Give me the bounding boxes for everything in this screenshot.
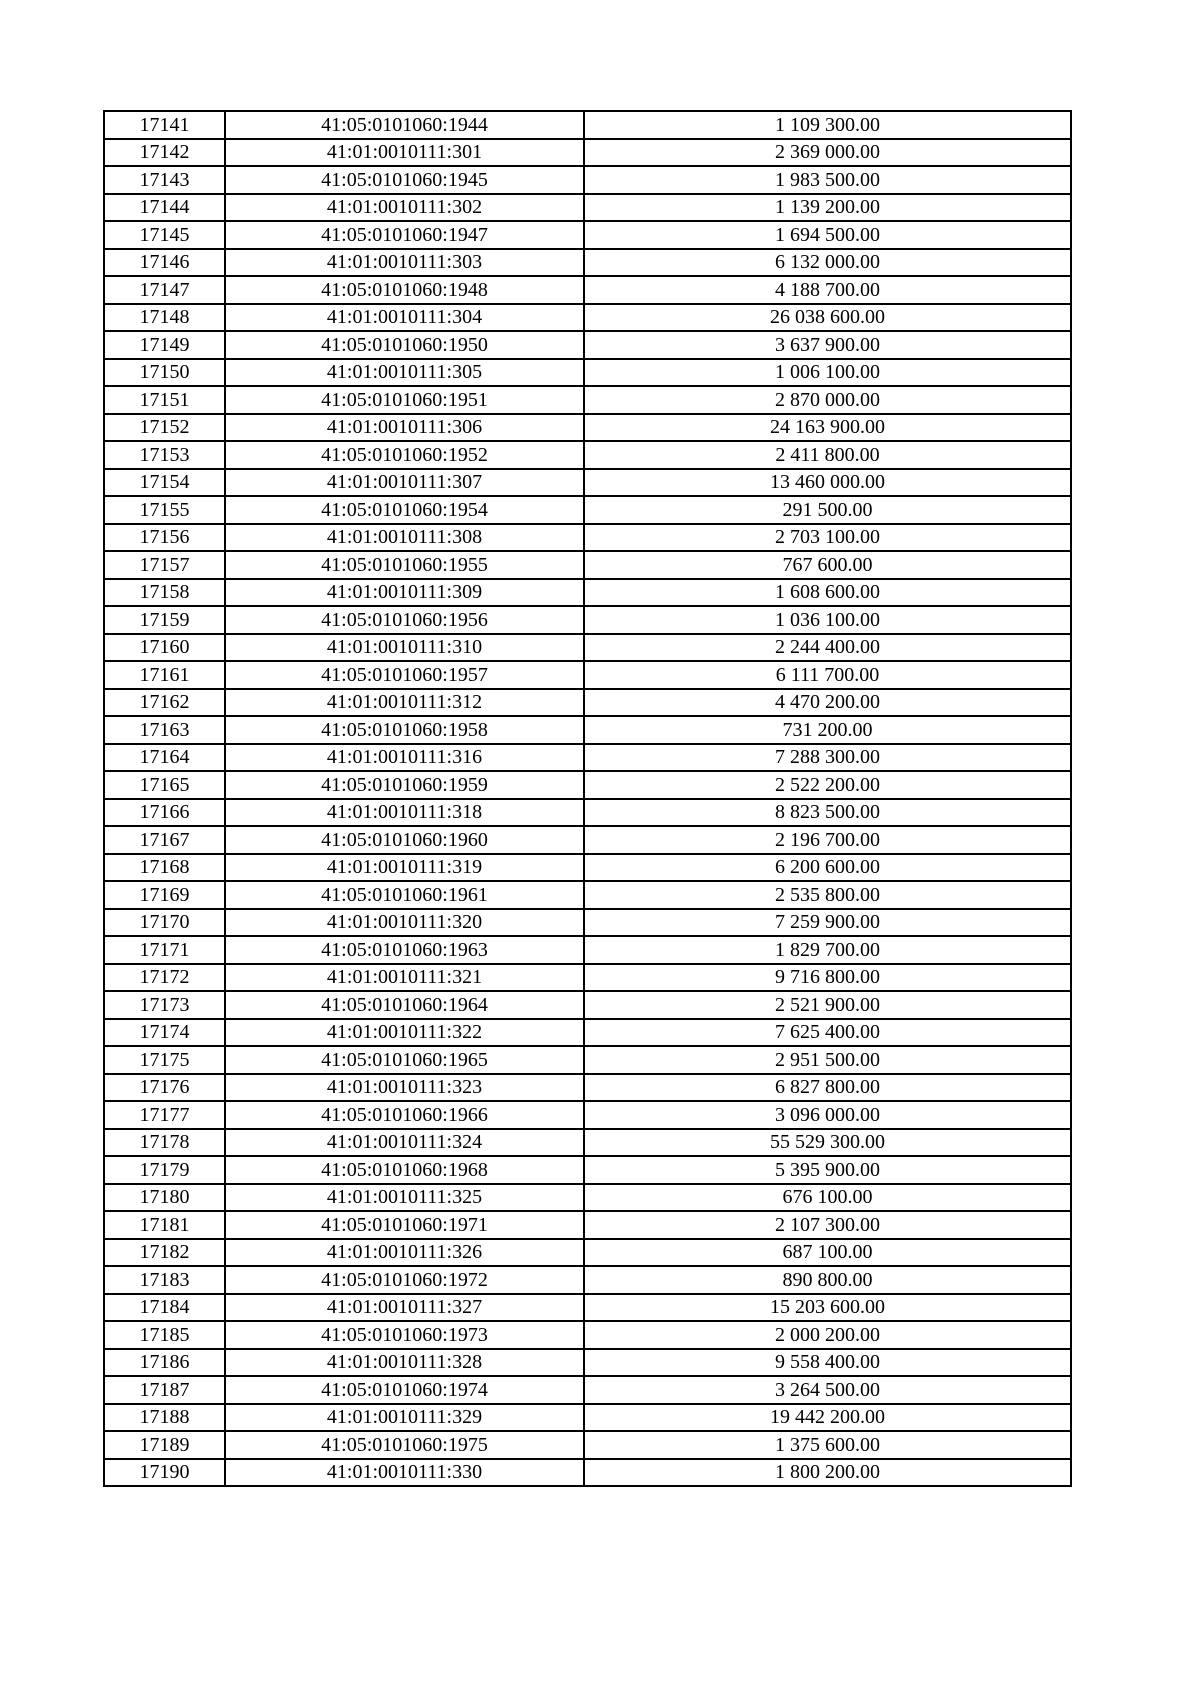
cadastral-value-cell: 13 460 000.00: [584, 469, 1071, 497]
cadastral-number-cell: 41:05:0101060:1975: [225, 1431, 584, 1459]
cadastral-number-cell: 41:01:0010111:322: [225, 1019, 584, 1047]
cadastral-value-cell: 19 442 200.00: [584, 1404, 1071, 1432]
row-number-cell: 17178: [104, 1129, 225, 1157]
cadastral-value-cell: 767 600.00: [584, 551, 1071, 579]
row-number-cell: 17186: [104, 1349, 225, 1377]
table-row: [104, 139, 1071, 167]
cadastral-value-cell: 6 200 600.00: [584, 854, 1071, 882]
row-number-cell: 17179: [104, 1156, 225, 1184]
table-row: [104, 661, 1071, 689]
cadastral-value-cell: 676 100.00: [584, 1184, 1071, 1212]
cadastral-number-cell: 41:01:0010111:305: [225, 359, 584, 387]
row-number-cell: 17157: [104, 551, 225, 579]
cadastral-value-cell: 890 800.00: [584, 1266, 1071, 1294]
table-row: [104, 716, 1071, 744]
cadastral-number-cell: 41:05:0101060:1961: [225, 881, 584, 909]
cadastral-number-cell: 41:01:0010111:306: [225, 414, 584, 442]
table-row: [104, 524, 1071, 552]
row-number-cell: 17149: [104, 331, 225, 359]
cadastral-value-cell: 2 522 200.00: [584, 771, 1071, 799]
table-row: [104, 551, 1071, 579]
row-number-cell: 17185: [104, 1321, 225, 1349]
cadastral-value-cell: 1 109 300.00: [584, 111, 1071, 139]
table-row: [104, 1404, 1071, 1432]
row-number-cell: 17145: [104, 221, 225, 249]
cadastral-value-cell: 4 188 700.00: [584, 276, 1071, 304]
cadastral-value-cell: 9 558 400.00: [584, 1349, 1071, 1377]
table-row: [104, 221, 1071, 249]
row-number-cell: 17143: [104, 166, 225, 194]
row-number-cell: 17177: [104, 1101, 225, 1129]
cadastral-number-cell: 41:05:0101060:1955: [225, 551, 584, 579]
row-number-cell: 17187: [104, 1376, 225, 1404]
cadastral-value-cell: 7 625 400.00: [584, 1019, 1071, 1047]
cadastral-number-cell: 41:01:0010111:328: [225, 1349, 584, 1377]
cadastral-value-cell: 26 038 600.00: [584, 304, 1071, 332]
table-row: [104, 359, 1071, 387]
cadastral-number-cell: 41:05:0101060:1957: [225, 661, 584, 689]
table-row: [104, 1101, 1071, 1129]
cadastral-value-cell: 2 107 300.00: [584, 1211, 1071, 1239]
cadastral-number-cell: 41:01:0010111:309: [225, 579, 584, 607]
cadastral-number-cell: 41:05:0101060:1958: [225, 716, 584, 744]
cadastral-number-cell: 41:01:0010111:323: [225, 1074, 584, 1102]
row-number-cell: 17148: [104, 304, 225, 332]
table-row: [104, 166, 1071, 194]
table-row: [104, 799, 1071, 827]
table-row: [104, 496, 1071, 524]
cadastral-value-cell: 2 000 200.00: [584, 1321, 1071, 1349]
row-number-cell: 17150: [104, 359, 225, 387]
row-number-cell: 17146: [104, 249, 225, 277]
cadastral-number-cell: 41:05:0101060:1950: [225, 331, 584, 359]
cadastral-value-cell: 2 244 400.00: [584, 634, 1071, 662]
cadastral-number-cell: 41:01:0010111:318: [225, 799, 584, 827]
row-number-cell: 17180: [104, 1184, 225, 1212]
table-row: [104, 111, 1071, 139]
cadastral-value-cell: 1 036 100.00: [584, 606, 1071, 634]
row-number-cell: 17181: [104, 1211, 225, 1239]
table-row: [104, 1046, 1071, 1074]
cadastral-number-cell: 41:05:0101060:1959: [225, 771, 584, 799]
cadastral-value-cell: 6 827 800.00: [584, 1074, 1071, 1102]
row-number-cell: 17184: [104, 1294, 225, 1322]
table-row: [104, 1349, 1071, 1377]
table-row: [104, 441, 1071, 469]
table-row: [104, 634, 1071, 662]
cadastral-value-cell: 3 264 500.00: [584, 1376, 1071, 1404]
table-row: [104, 1376, 1071, 1404]
cadastral-number-cell: 41:01:0010111:330: [225, 1459, 584, 1487]
cadastral-value-cell: 731 200.00: [584, 716, 1071, 744]
table-row: [104, 194, 1071, 222]
cadastral-number-cell: 41:05:0101060:1968: [225, 1156, 584, 1184]
cadastral-number-cell: 41:01:0010111:316: [225, 744, 584, 772]
cadastral-number-cell: 41:01:0010111:327: [225, 1294, 584, 1322]
cadastral-value-cell: 8 823 500.00: [584, 799, 1071, 827]
cadastral-value-cell: 3 096 000.00: [584, 1101, 1071, 1129]
row-number-cell: 17190: [104, 1459, 225, 1487]
table-row: [104, 1459, 1071, 1487]
table-row: [104, 744, 1071, 772]
cadastral-number-cell: 41:05:0101060:1947: [225, 221, 584, 249]
cadastral-value-cell: 9 716 800.00: [584, 964, 1071, 992]
cadastral-number-cell: 41:01:0010111:319: [225, 854, 584, 882]
table-row: [104, 936, 1071, 964]
row-number-cell: 17151: [104, 386, 225, 414]
cadastral-value-cell: 7 288 300.00: [584, 744, 1071, 772]
cadastral-number-cell: 41:05:0101060:1960: [225, 826, 584, 854]
cadastral-number-cell: 41:01:0010111:321: [225, 964, 584, 992]
table-row: [104, 1129, 1071, 1157]
cadastral-number-cell: 41:05:0101060:1964: [225, 991, 584, 1019]
cadastral-value-cell: 2 521 900.00: [584, 991, 1071, 1019]
table-row: [104, 1321, 1071, 1349]
cadastral-number-cell: 41:05:0101060:1948: [225, 276, 584, 304]
cadastral-value-cell: 2 535 800.00: [584, 881, 1071, 909]
table-row: [104, 1184, 1071, 1212]
table-row: [104, 331, 1071, 359]
cadastral-number-cell: 41:01:0010111:325: [225, 1184, 584, 1212]
cadastral-value-cell: 15 203 600.00: [584, 1294, 1071, 1322]
cadastral-value-cell: 2 870 000.00: [584, 386, 1071, 414]
cadastral-value-cell: 55 529 300.00: [584, 1129, 1071, 1157]
table-row: [104, 826, 1071, 854]
cadastral-number-cell: 41:05:0101060:1945: [225, 166, 584, 194]
table-row: [104, 1156, 1071, 1184]
row-number-cell: 17159: [104, 606, 225, 634]
table-row: [104, 1239, 1071, 1267]
table-row: [104, 1266, 1071, 1294]
table-row: [104, 771, 1071, 799]
row-number-cell: 17170: [104, 909, 225, 937]
row-number-cell: 17173: [104, 991, 225, 1019]
row-number-cell: 17182: [104, 1239, 225, 1267]
table-row: [104, 854, 1071, 882]
cadastral-number-cell: 41:01:0010111:301: [225, 139, 584, 167]
table-row: [104, 909, 1071, 937]
table-row: [104, 304, 1071, 332]
cadastral-value-cell: 6 132 000.00: [584, 249, 1071, 277]
cadastral-number-cell: 41:05:0101060:1956: [225, 606, 584, 634]
row-number-cell: 17169: [104, 881, 225, 909]
cadastral-number-cell: 41:05:0101060:1954: [225, 496, 584, 524]
cadastral-number-cell: 41:01:0010111:303: [225, 249, 584, 277]
cadastral-number-cell: 41:01:0010111:320: [225, 909, 584, 937]
row-number-cell: 17158: [104, 579, 225, 607]
table-row: [104, 1019, 1071, 1047]
table-row: [104, 579, 1071, 607]
row-number-cell: 17172: [104, 964, 225, 992]
cadastral-number-cell: 41:05:0101060:1944: [225, 111, 584, 139]
cadastral-number-cell: 41:01:0010111:324: [225, 1129, 584, 1157]
row-number-cell: 17189: [104, 1431, 225, 1459]
cadastral-value-cell: 3 637 900.00: [584, 331, 1071, 359]
row-number-cell: 17168: [104, 854, 225, 882]
cadastral-value-cell: 1 608 600.00: [584, 579, 1071, 607]
cadastral-number-cell: 41:01:0010111:302: [225, 194, 584, 222]
cadastral-number-cell: 41:05:0101060:1974: [225, 1376, 584, 1404]
cadastral-value-cell: 291 500.00: [584, 496, 1071, 524]
table-row: [104, 991, 1071, 1019]
cadastral-number-cell: 41:01:0010111:304: [225, 304, 584, 332]
cadastral-number-cell: 41:01:0010111:308: [225, 524, 584, 552]
cadastral-value-cell: 2 196 700.00: [584, 826, 1071, 854]
row-number-cell: 17141: [104, 111, 225, 139]
cadastral-value-cell: 2 411 800.00: [584, 441, 1071, 469]
row-number-cell: 17142: [104, 139, 225, 167]
row-number-cell: 17162: [104, 689, 225, 717]
table-row: [104, 606, 1071, 634]
cadastral-value-cell: 5 395 900.00: [584, 1156, 1071, 1184]
cadastral-number-cell: 41:05:0101060:1972: [225, 1266, 584, 1294]
cadastral-number-cell: 41:05:0101060:1951: [225, 386, 584, 414]
row-number-cell: 17156: [104, 524, 225, 552]
row-number-cell: 17174: [104, 1019, 225, 1047]
cadastral-number-cell: 41:05:0101060:1952: [225, 441, 584, 469]
row-number-cell: 17144: [104, 194, 225, 222]
cadastral-value-cell: 7 259 900.00: [584, 909, 1071, 937]
table-row: [104, 414, 1071, 442]
cadastral-value-cell: 4 470 200.00: [584, 689, 1071, 717]
cadastral-value-table: [103, 110, 1072, 1487]
row-number-cell: 17152: [104, 414, 225, 442]
table-row: [104, 276, 1071, 304]
cadastral-value-cell: 1 829 700.00: [584, 936, 1071, 964]
table-row: [104, 1431, 1071, 1459]
cadastral-value-cell: 1 375 600.00: [584, 1431, 1071, 1459]
cadastral-number-cell: 41:01:0010111:326: [225, 1239, 584, 1267]
cadastral-number-cell: 41:05:0101060:1973: [225, 1321, 584, 1349]
cadastral-number-cell: 41:05:0101060:1971: [225, 1211, 584, 1239]
table-body: [104, 111, 1071, 1486]
cadastral-value-cell: 1 006 100.00: [584, 359, 1071, 387]
table-row: [104, 1211, 1071, 1239]
row-number-cell: 17167: [104, 826, 225, 854]
table-row: [104, 964, 1071, 992]
cadastral-value-cell: 1 694 500.00: [584, 221, 1071, 249]
table-row: [104, 1294, 1071, 1322]
row-number-cell: 17188: [104, 1404, 225, 1432]
row-number-cell: 17175: [104, 1046, 225, 1074]
row-number-cell: 17165: [104, 771, 225, 799]
cadastral-number-cell: 41:05:0101060:1965: [225, 1046, 584, 1074]
row-number-cell: 17155: [104, 496, 225, 524]
row-number-cell: 17166: [104, 799, 225, 827]
cadastral-value-cell: 2 703 100.00: [584, 524, 1071, 552]
table-row: [104, 469, 1071, 497]
cadastral-number-cell: 41:05:0101060:1966: [225, 1101, 584, 1129]
cadastral-value-cell: 24 163 900.00: [584, 414, 1071, 442]
cadastral-number-cell: 41:01:0010111:312: [225, 689, 584, 717]
cadastral-number-cell: 41:01:0010111:329: [225, 1404, 584, 1432]
table-row: [104, 881, 1071, 909]
cadastral-value-cell: 6 111 700.00: [584, 661, 1071, 689]
cadastral-value-cell: 1 139 200.00: [584, 194, 1071, 222]
row-number-cell: 17163: [104, 716, 225, 744]
cadastral-number-cell: 41:01:0010111:310: [225, 634, 584, 662]
table-row: [104, 249, 1071, 277]
row-number-cell: 17160: [104, 634, 225, 662]
cadastral-value-cell: 2 951 500.00: [584, 1046, 1071, 1074]
cadastral-value-cell: 1 800 200.00: [584, 1459, 1071, 1487]
row-number-cell: 17183: [104, 1266, 225, 1294]
row-number-cell: 17154: [104, 469, 225, 497]
cadastral-value-cell: 1 983 500.00: [584, 166, 1071, 194]
row-number-cell: 17153: [104, 441, 225, 469]
cadastral-value-cell: 2 369 000.00: [584, 139, 1071, 167]
table-row: [104, 386, 1071, 414]
row-number-cell: 17164: [104, 744, 225, 772]
row-number-cell: 17171: [104, 936, 225, 964]
row-number-cell: 17161: [104, 661, 225, 689]
cadastral-number-cell: 41:01:0010111:307: [225, 469, 584, 497]
table-row: [104, 1074, 1071, 1102]
table-row: [104, 689, 1071, 717]
cadastral-number-cell: 41:05:0101060:1963: [225, 936, 584, 964]
cadastral-value-cell: 687 100.00: [584, 1239, 1071, 1267]
row-number-cell: 17147: [104, 276, 225, 304]
row-number-cell: 17176: [104, 1074, 225, 1102]
